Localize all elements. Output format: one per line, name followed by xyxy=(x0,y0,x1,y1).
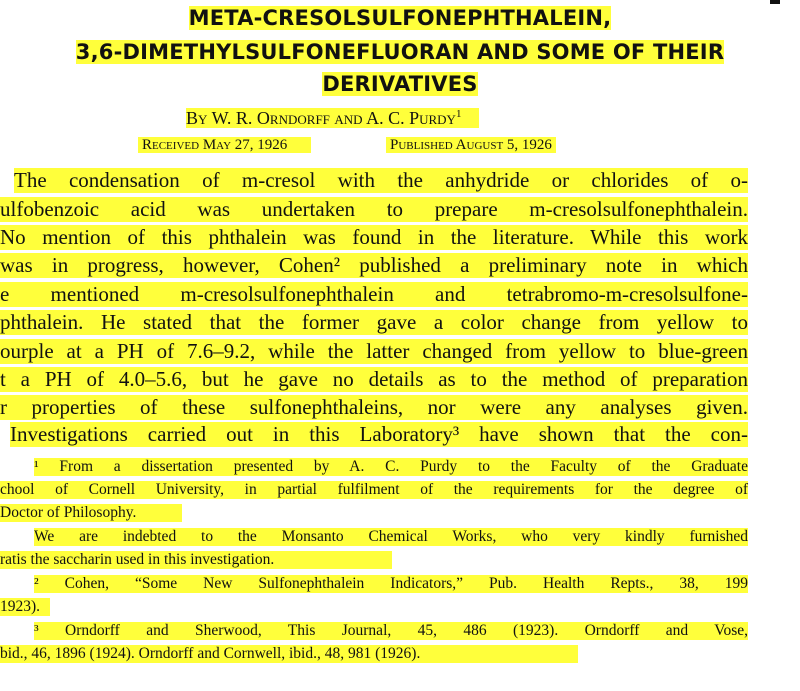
body-line-6: phthalein. He stated that the former gave a color change from yellow to xyxy=(0,310,748,334)
title-line-3: DERIVATIVES xyxy=(322,72,478,96)
received-line xyxy=(138,137,311,154)
title-line-1: META-CRESOLSULFONEPHTHALEIN, xyxy=(188,6,612,30)
title-line-2: 3,6-DIMETHYLSULFONEFLUORAN AND SOME OF THEIR xyxy=(75,40,725,64)
body-line-5: e mentioned m-cresolsulfonephthalein and tetrabromo-m-cresolsulfone- xyxy=(0,282,748,306)
footnote-2-line-2: 1923). xyxy=(0,598,50,616)
body-line-4: was in progress, however, Cohen² published a preliminary note in which xyxy=(0,253,748,277)
footnote-1-line-3: Doctor of Philosophy. xyxy=(0,504,182,522)
footnote-1-line-2: chool of Cornell University, in partial fulfilment of the requirements for the degree of xyxy=(0,481,748,498)
thanks-line-2: ratis the saccharin used in this investigation. xyxy=(0,551,392,569)
body-line-3: No mention of this phthalein was found in the literature. While this work xyxy=(0,225,748,249)
footnote-2-line-1: ² Cohen, “Some New Sulfonephthalein Indicators,” Pub. Health Repts., 38, 199 xyxy=(34,575,748,592)
footnote-3-line-2: bid., 46, 1896 (1924). Orndorff and Cornwell, ibid., 48, 981 (1926). xyxy=(0,645,578,663)
byline xyxy=(186,108,479,129)
thanks-line-1: We are indebted to the Monsanto Chemical Works, who very kindly furnished xyxy=(34,528,748,545)
corner-mark xyxy=(770,0,780,4)
body-line-8: t a PH of 4.0–5.6, but he gave no details as to the method of preparation xyxy=(0,367,748,391)
body-line-9: r properties of these sulfonephthaleins, nor were any analyses given. xyxy=(0,395,748,419)
published-date: August 5, 1926 xyxy=(455,137,552,153)
published-label: Published xyxy=(390,137,453,153)
published-line xyxy=(386,137,556,154)
footnote-1-line-1: ¹ From a dissertation presented by A. C. Purdy to the Faculty of the Graduate xyxy=(34,458,748,475)
body-line-10: Investigations carried out in this Laboratory³ have shown that the con- xyxy=(10,422,748,446)
body-line-1: The condensation of m-cresol with the anhydride or chlorides of o- xyxy=(14,168,748,192)
byline-authors: W. R. Orndorff and A. C. Purdy xyxy=(211,108,456,128)
footnote-3-line-1: ³ Orndorff and Sherwood, This Journal, 45, 486 (1923). Orndorff and Vose, xyxy=(34,622,748,639)
byline-footnote-mark: 1 xyxy=(455,108,462,120)
received-label: Received xyxy=(142,137,200,153)
body-line-2: ulfobenzoic acid was undertaken to prepare m-cresolsulfonephthalein. xyxy=(0,197,748,221)
received-date: May 27, 1926 xyxy=(202,137,288,153)
byline-by: By xyxy=(186,108,208,128)
body-line-7: ourple at a PH of 7.6–9.2, while the latter changed from yellow to blue-green xyxy=(0,339,748,363)
